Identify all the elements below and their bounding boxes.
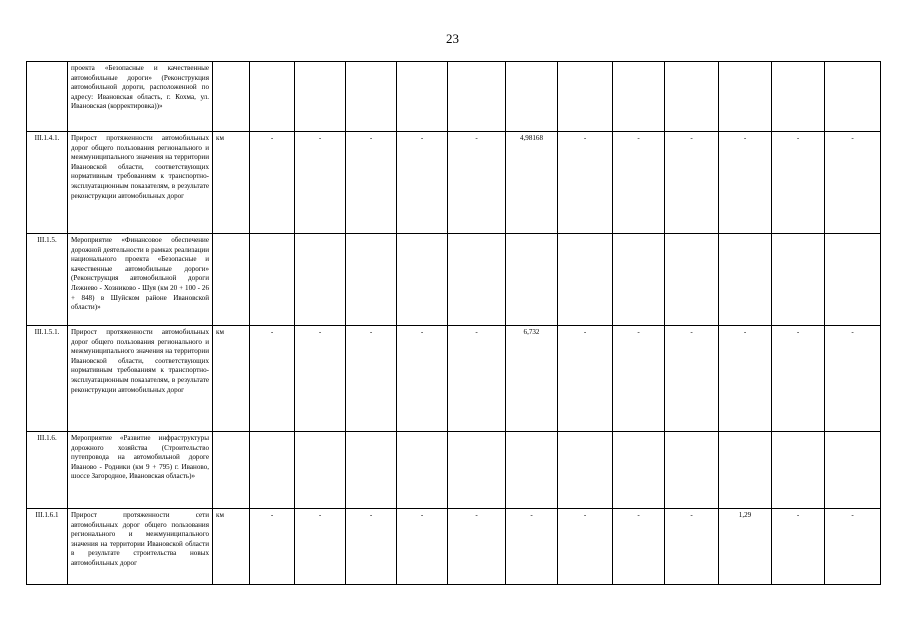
row-unit-cell xyxy=(213,432,250,509)
table-body xyxy=(27,62,881,585)
row-value-cell xyxy=(448,62,506,132)
row-number-cell: III.1.5. xyxy=(27,234,68,326)
row-value-cell xyxy=(613,62,665,132)
row-value-cell xyxy=(665,62,719,132)
table-row xyxy=(27,234,881,326)
row-value-cell: - xyxy=(397,326,448,432)
row-value-cell xyxy=(250,432,295,509)
row-value-cell: - xyxy=(397,509,448,585)
row-value-cell: 4,98168 xyxy=(506,132,558,234)
row-value-cell xyxy=(558,234,613,326)
row-value-cell: - xyxy=(346,326,397,432)
row-value-cell xyxy=(448,234,506,326)
row-value-cell xyxy=(448,432,506,509)
row-value-cell: - xyxy=(772,132,825,234)
row-value-cell xyxy=(558,62,613,132)
table-row xyxy=(27,509,881,585)
row-value-cell xyxy=(346,234,397,326)
row-value-cell xyxy=(825,432,881,509)
row-value-cell: - xyxy=(295,509,346,585)
row-value-cell xyxy=(719,432,772,509)
row-value-cell xyxy=(295,432,346,509)
row-value-cell: - xyxy=(825,326,881,432)
row-unit-cell: км xyxy=(213,326,250,432)
row-value-cell: - xyxy=(250,132,295,234)
row-value-cell xyxy=(613,432,665,509)
row-value-cell xyxy=(295,62,346,132)
row-value-cell: 1,29 xyxy=(719,509,772,585)
row-unit-cell: км xyxy=(213,509,250,585)
row-value-cell: - xyxy=(558,326,613,432)
row-value-cell xyxy=(665,234,719,326)
row-value-cell: - xyxy=(295,326,346,432)
row-number-cell xyxy=(27,62,68,132)
row-value-cell xyxy=(346,62,397,132)
row-value-cell xyxy=(506,62,558,132)
row-value-cell: - xyxy=(613,509,665,585)
row-value-cell xyxy=(772,62,825,132)
row-value-cell: - xyxy=(665,509,719,585)
row-value-cell: - xyxy=(397,132,448,234)
indicators-table xyxy=(26,61,881,585)
row-value-cell xyxy=(397,432,448,509)
row-value-cell xyxy=(825,234,881,326)
row-description-cell: Прирост протяженности сети автомобильных дорог общего пользования регионального и межмуниципального значения на территории Ивановской области в результате строительства новых автомобильных дорог xyxy=(68,509,213,585)
row-value-cell xyxy=(665,432,719,509)
row-value-cell: - xyxy=(448,509,506,585)
row-description-cell: Прирост протяженности автомобильных дорог общего пользования регионального и межмуниципального значения на территории Ивановской области, соответствующих нормативным требованиям к транспортно-эксплуатационным показателям, в результате реконструкции автомобильных дорог xyxy=(68,326,213,432)
row-value-cell: 6,732 xyxy=(506,326,558,432)
page-number: 23 xyxy=(446,31,459,46)
row-value-cell: - xyxy=(825,509,881,585)
row-value-cell: - xyxy=(346,132,397,234)
row-value-cell: - xyxy=(448,132,506,234)
row-value-cell: - xyxy=(558,132,613,234)
row-value-cell xyxy=(772,432,825,509)
row-unit-cell: км xyxy=(213,132,250,234)
row-value-cell xyxy=(772,234,825,326)
row-value-cell: - xyxy=(613,326,665,432)
row-value-cell xyxy=(719,234,772,326)
row-value-cell: - xyxy=(665,132,719,234)
row-value-cell: - xyxy=(506,509,558,585)
table-row xyxy=(27,62,881,132)
row-description-cell: проекта «Безопасные и качественные автомобильные дороги» (Реконструкция автомобильной дороги, расположенной по адресу: Ивановская область, г. Кохма, ул. Ивановская (корректировка))» xyxy=(68,62,213,132)
table-row xyxy=(27,326,881,432)
row-value-cell: - xyxy=(346,509,397,585)
row-description-cell: Мероприятие «Финансовое обеспечение дорожной деятельности в рамках реализации национального проекта «Безопасные и качественные автомобильные дороги» (Реконструкция автомобильной дороги Лежнево - Хозниково - Шуя (км 20 + 100 - 26 + 848) в Шуйском районе Ивановской области)» xyxy=(68,234,213,326)
row-value-cell: - xyxy=(719,132,772,234)
row-description-cell: Мероприятие «Развитие инфраструктуры дорожного хозяйства (Строительство путепровода на автомобильной дороге Иваново - Родники (км 9 + 795) г. Иваново, шоссе Загородное, Ивановская область)» xyxy=(68,432,213,509)
row-value-cell: - xyxy=(719,326,772,432)
row-value-cell: - xyxy=(250,326,295,432)
row-value-cell: - xyxy=(825,132,881,234)
row-number-cell: III.1.5.1. xyxy=(27,326,68,432)
row-value-cell: - xyxy=(772,509,825,585)
row-value-cell xyxy=(346,432,397,509)
row-value-cell: - xyxy=(665,326,719,432)
row-value-cell xyxy=(250,234,295,326)
row-number-cell: III.1.6.1 xyxy=(27,509,68,585)
row-value-cell xyxy=(295,234,346,326)
row-description-cell: Прирост протяженности автомобильных дорог общего пользования регионального и межмуниципального значения на территории Ивановской области, соответствующих нормативным требованиям к транспортно-эксплуатационным показателям, в результате реконструкции автомобильных дорог xyxy=(68,132,213,234)
row-number-cell: III.1.4.1. xyxy=(27,132,68,234)
row-value-cell xyxy=(397,62,448,132)
row-value-cell: - xyxy=(295,132,346,234)
row-value-cell xyxy=(613,234,665,326)
row-value-cell: - xyxy=(613,132,665,234)
row-value-cell: - xyxy=(250,509,295,585)
row-unit-cell xyxy=(213,62,250,132)
row-value-cell: - xyxy=(448,326,506,432)
table-row xyxy=(27,432,881,509)
row-value-cell: - xyxy=(772,326,825,432)
row-value-cell xyxy=(506,432,558,509)
row-number-cell: III.1.6. xyxy=(27,432,68,509)
row-value-cell xyxy=(397,234,448,326)
row-value-cell xyxy=(250,62,295,132)
row-value-cell xyxy=(825,62,881,132)
row-value-cell: - xyxy=(558,509,613,585)
table-row xyxy=(27,132,881,234)
row-unit-cell xyxy=(213,234,250,326)
row-value-cell xyxy=(506,234,558,326)
row-value-cell xyxy=(719,62,772,132)
row-value-cell xyxy=(558,432,613,509)
